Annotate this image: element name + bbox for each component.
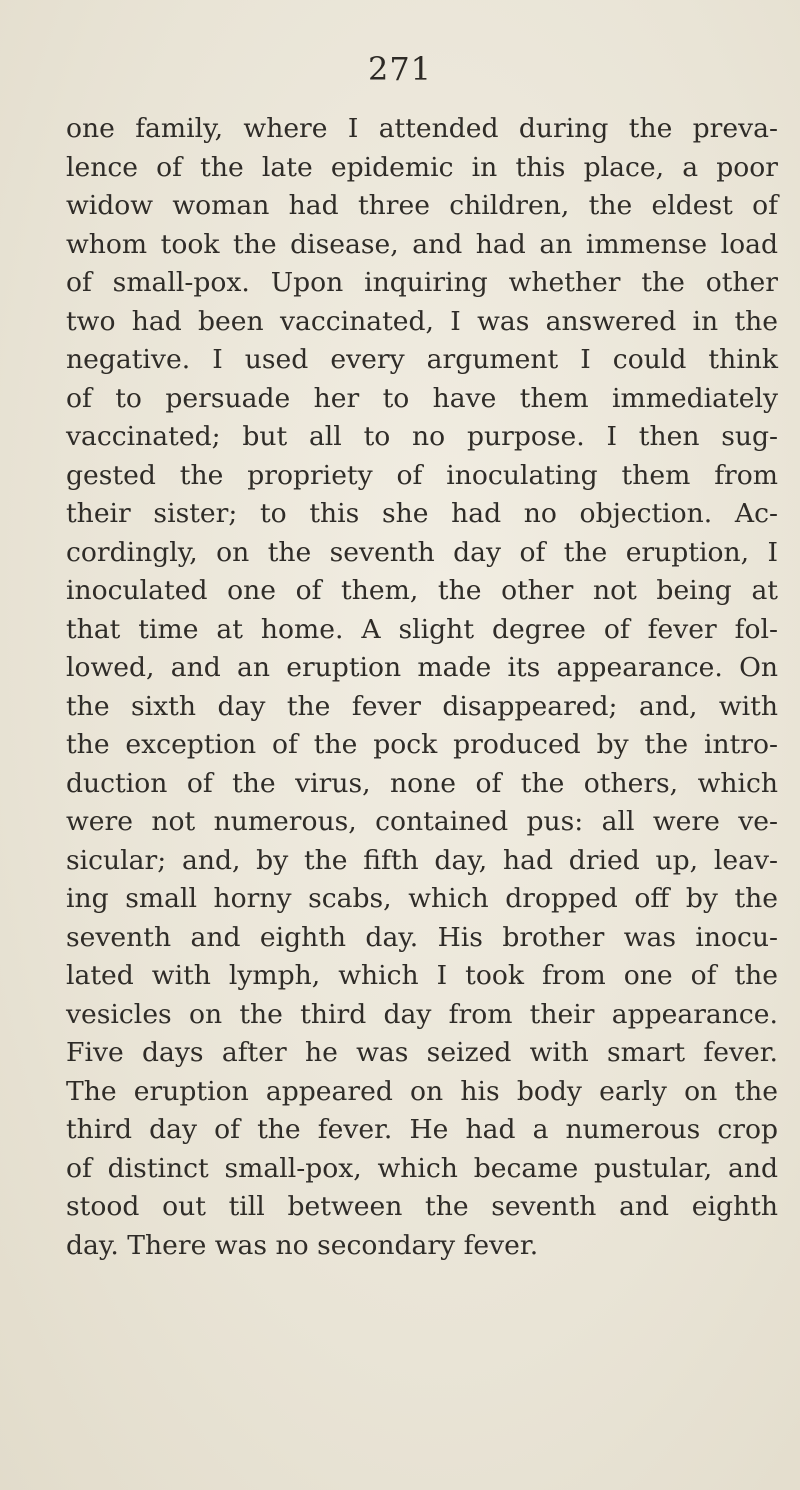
page-number: 271 [367, 50, 433, 88]
text-line: sicular; and, by the fifth day, had dried up, leav- [66, 844, 778, 876]
text-line: third day of the fever. He had a numerous crop [66, 1114, 778, 1145]
text-line: one family, where I attended during the preva- [66, 113, 778, 144]
text-line: lence of the late epidemic in this place, a poor [66, 151, 778, 183]
text-line: of distinct small-pox, which became pustular, and [66, 1152, 778, 1184]
text-line: of to persuade her to have them immediately [66, 382, 778, 414]
text-line: their sister; to this she had no objection. Ac- [66, 498, 778, 529]
text-line: vaccinated; but all to no purpose. I then sug- [66, 421, 778, 452]
text-line: vesicles on the third day from their appearance. [66, 998, 778, 1030]
text-line: widow woman had three children, the eldest of [66, 190, 778, 221]
text-line: stood out till between the seventh and eighth [66, 1191, 778, 1222]
text-line: lated with lymph, which I took from one of the [66, 960, 778, 991]
text-line: of small-pox. Upon inquiring whether the other [66, 267, 778, 298]
text-line: the sixth day the fever disappeared; and, with [66, 690, 778, 722]
text-line: whom took the disease, and had an immense load [66, 228, 778, 260]
text-line: negative. I used every argument I could think [66, 344, 778, 375]
text-line: lowed, and an eruption made its appearance. On [66, 652, 778, 683]
text-line: the exception of the pock produced by the intro- [66, 729, 778, 760]
text-line: were not numerous, contained pus: all were ve- [66, 806, 778, 837]
text-line: The eruption appeared on his body early on the [66, 1075, 778, 1107]
text-line: gested the propriety of inoculating them from [66, 459, 778, 491]
text-line: two had been vaccinated, I was answered in the [66, 305, 778, 337]
text-line: Five days after he was seized with smart fever. [66, 1037, 778, 1068]
text-line: day. There was no secondary fever. [66, 1229, 539, 1261]
text-line: cordingly, on the seventh day of the eruption, I [66, 536, 778, 568]
text-line: seventh and eighth day. His brother was inocu- [66, 921, 778, 953]
text-line: inoculated one of them, the other not being at [66, 575, 778, 606]
body-text [66, 110, 778, 1265]
text-line: that time at home. A slight degree of fever fol- [66, 613, 778, 645]
text-line: duction of the virus, none of the others, which [66, 767, 778, 799]
text-line: ing small horny scabs, which dropped off by the [66, 883, 778, 914]
